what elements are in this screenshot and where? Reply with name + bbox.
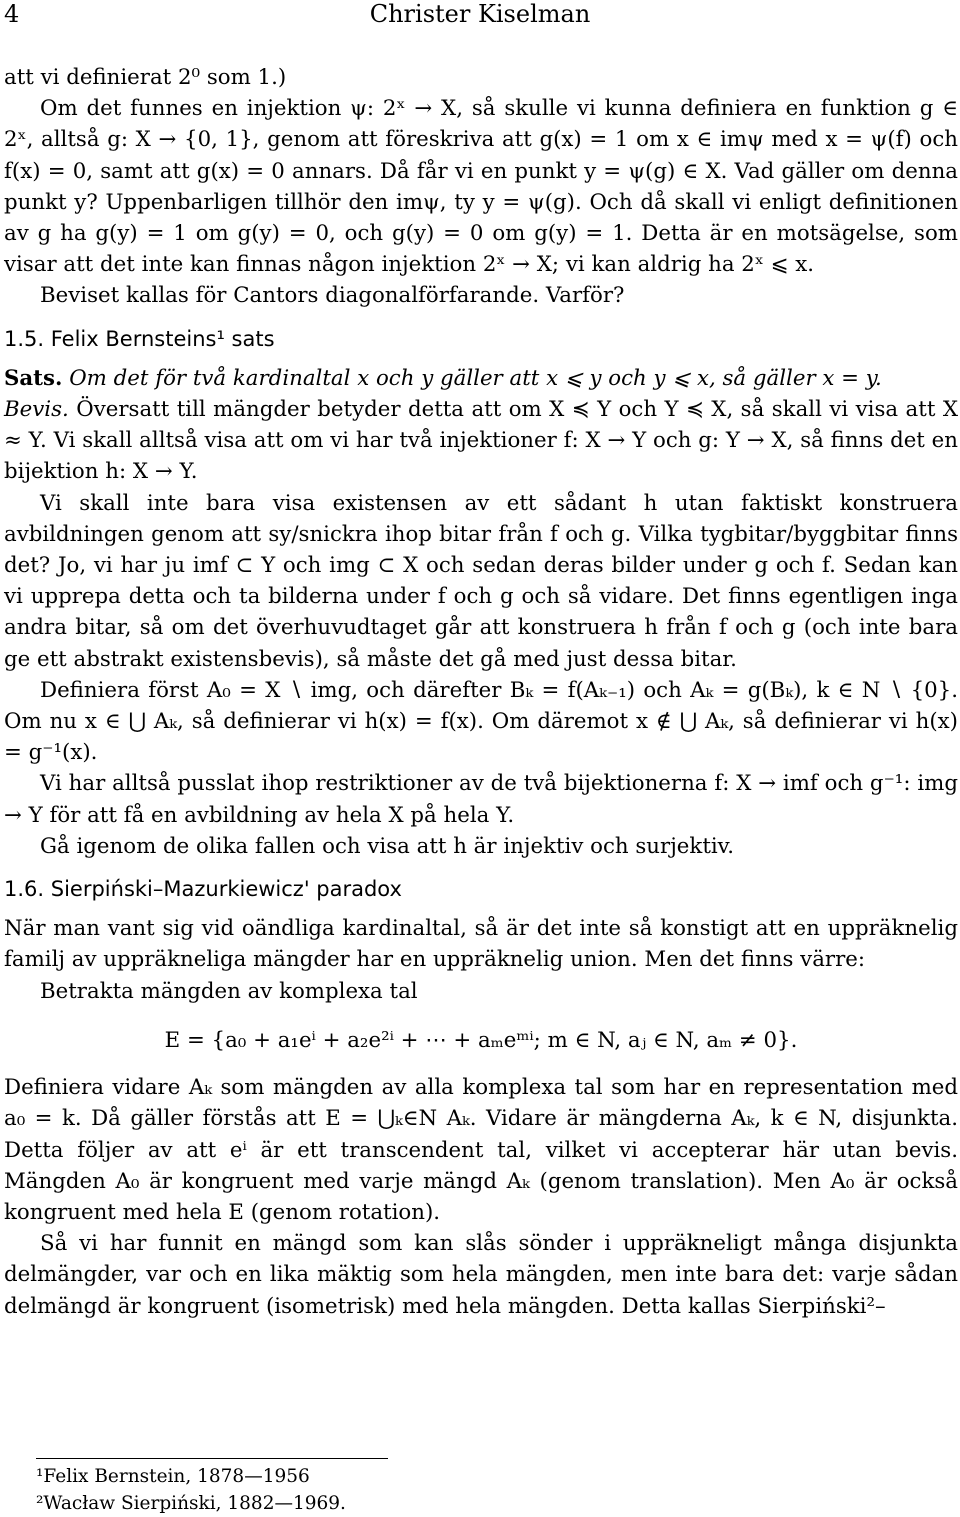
body-text [4, 62, 958, 1322]
footnote-2: ²Wacław Sierpiński, 1882—1969. [36, 1493, 346, 1514]
paragraph: Vi skall inte bara visa existensen av ett sådant h utan faktiskt konstruera avbildningen genom att sy/snickra ihop bitar från f och g. Vilka tygbitar/byggbitar finns det? Jo, vi har ju imf ⊂ Y och img ⊂ X och sedan deras bilder under g och f. Sedan kan vi upprepa detta och ta bilderna under f och g och så vidare. Det finns egentligen inga andra bitar, så om det överhuvudtaget går att konstruera h från f och g (och inte bara ge ett abstrakt existensbevis), så måste det gå med just dessa bitar. [4, 490, 958, 672]
paragraph: Definiera vidare Aₖ som mängden av alla komplexa tal som har en representation med a₀ = k. Då gäller förstås att E = ⋃ₖ∈N Aₖ. Vidare är mängderna Aₖ, k ∈ N, disjunkta. Detta följer av att eⁱ är ett transcendent tal, vilket vi accepterar här utan bevis. Mängden A₀ är kongruent med varje mängd Aₖ (genom translation). Men A₀ är också kongruent med hela E (genom rotation). [4, 1075, 958, 1225]
running-header [0, 0, 960, 31]
theorem-label: Sats. [4, 365, 63, 391]
page-number: 4 [4, 0, 20, 28]
display-equation: E = {a₀ + a₁eⁱ + a₂e²ⁱ + ⋯ + aₘeᵐⁱ; m ∈ N, aⱼ ∈ N, aₘ ≠ 0}. [164, 1027, 798, 1053]
paragraph: Definiera först A₀ = X ∖ img, och därefter Bₖ = f(Aₖ₋₁) och Aₖ = g(Bₖ), k ∈ N ∖ {0}. Om nu x ∈ ⋃ Aₖ, så definierar vi h(x) = f(x). Om däremot x ∉ ⋃ Aₖ, så definierar vi h(x) = g⁻¹(x). [4, 677, 958, 766]
paragraph: Beviset kallas för Cantors diagonalförfarande. Varför? [40, 283, 625, 309]
footnote-1: ¹Felix Bernstein, 1878—1956 [36, 1466, 310, 1487]
theorem-sats [4, 363, 958, 394]
paragraph: Gå igenom de olika fallen och visa att h är injektiv och surjektiv. [40, 833, 734, 859]
section-heading-1-6: 1.6. Sierpiński–Mazurkiewicz' paradox [4, 877, 402, 902]
proof-text: Översatt till mängder betyder detta att om X ≼ Y och Y ≼ X, så skall vi visa att X ≈ Y. Vi skall alltså visa att om vi har två injektioner f: X → Y och g: Y → X, så finns det en bijektion h: X → Y. [4, 397, 958, 485]
footnotes [36, 1463, 346, 1517]
proof-label: Bevis. [4, 397, 69, 423]
section-heading-1-5: 1.5. Felix Bernsteins¹ sats [4, 326, 275, 351]
footnote-rule [36, 1458, 388, 1459]
paragraph: Om det funnes en injektion ψ: 2ˣ → X, så skulle vi kunna definiera en funktion g ∈ 2ˣ, alltså g: X → {0, 1}, genom att föreskriva att g(x) = 1 om x ∈ imψ med x = ψ(f) och f(x) = 0, samt att g(x) = 0 annars. Då får vi en punkt y = ψ(g) ∈ X. Vad gäller om denna punkt y? Uppenbarligen tillhör den imψ, ty y = ψ(g). Och då skall vi enligt definitionen av g ha g(y) = 1 om g(y) = 0, och g(y) = 0 om g(y) = 1. Detta är en motsägelse, som visar att det inte kan finnas någon injektion 2ˣ → X; vi kan aldrig ha 2ˣ ⩽ x. [4, 96, 958, 278]
running-author: Christer Kiselman [369, 0, 591, 28]
paragraph: att vi definierat 2⁰ som 1.) [4, 65, 287, 90]
proof [4, 394, 958, 488]
paragraph: Betrakta mängden av komplexa tal [40, 978, 418, 1004]
paragraph: När man vant sig vid oändliga kardinaltal, så är det inte så konstigt att en uppräknelig familj av uppräkneliga mängder har en uppräknelig union. Men det finns värre: [4, 916, 958, 973]
paragraph: Så vi har funnit en mängd som kan slås sönder i uppräkneligt många disjunkta delmängder, var och en lika mäktig som hela mängden, men inte bara det: varje sådan delmängd är kongruent (isometrisk) med hela mängden. Detta kallas Sierpiński²– [4, 1231, 958, 1319]
theorem-statement: Om det för två kardinaltal x och y gäller att x ⩽ y och y ⩽ x, så gäller x = y. [69, 365, 882, 391]
paragraph: Vi har alltså pusslat ihop restriktioner av de två bijektionerna f: X → imf och g⁻¹: img → Y för att få en avbildning av hela X på hela Y. [4, 771, 958, 828]
